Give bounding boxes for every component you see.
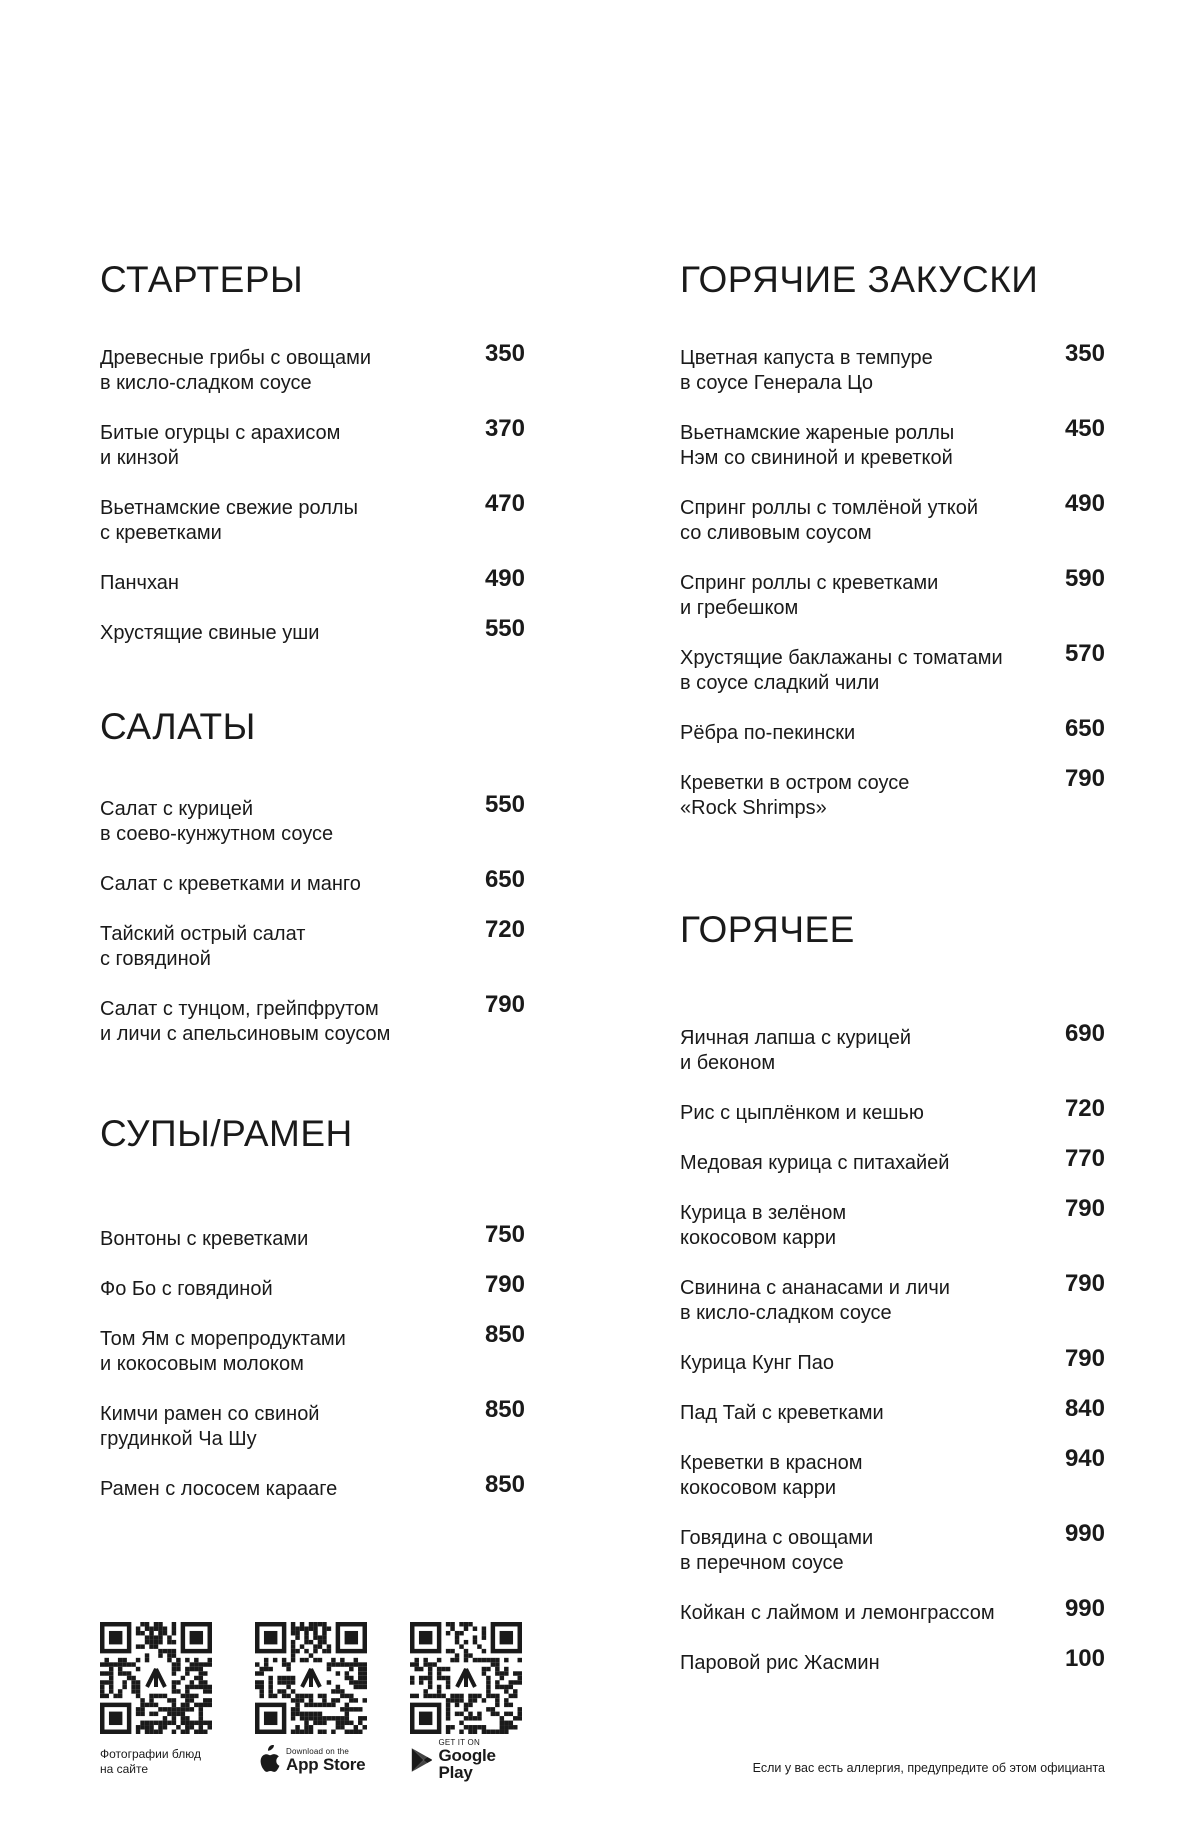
menu-item-price: 790 bbox=[1064, 765, 1105, 792]
menu-item bbox=[680, 565, 1105, 621]
menu-item-name: Салат с тунцом, грейпфрутом и личи с апельсиновым соусом bbox=[100, 998, 391, 1045]
menu-item-name: Фо Бо с говядиной bbox=[100, 1278, 273, 1300]
menu-item-price: 690 bbox=[1064, 1020, 1105, 1047]
section-hot-appetizers bbox=[680, 258, 1105, 819]
menu-item-price: 990 bbox=[1064, 1595, 1105, 1622]
apple-icon bbox=[255, 1745, 281, 1775]
store-small-label: Download on the bbox=[286, 1746, 350, 1756]
app-store-badge[interactable] bbox=[255, 1744, 370, 1776]
menu-item-name: Свинина с ананасами и личи в кисло-сладком соусе bbox=[680, 1277, 950, 1324]
qr-googleplay-block bbox=[410, 1622, 525, 1782]
menu-item bbox=[680, 1345, 1105, 1376]
menu-item bbox=[680, 1645, 1105, 1676]
menu-item bbox=[100, 1321, 525, 1377]
menu-item-price: 550 bbox=[484, 791, 525, 818]
menu-items bbox=[100, 1221, 525, 1527]
menu-item-price: 650 bbox=[484, 866, 525, 893]
menu-items bbox=[100, 791, 525, 1072]
store-small-label: GET IT ON bbox=[438, 1738, 480, 1747]
menu-item bbox=[680, 1595, 1105, 1626]
menu-item-name: Салат с курицей в соево-кунжутном соусе bbox=[100, 798, 334, 845]
menu-item bbox=[680, 765, 1105, 821]
menu-item-price: 790 bbox=[484, 991, 525, 1018]
menu-item bbox=[680, 490, 1105, 546]
menu-item-name: Медовая курица с питахайей bbox=[680, 1152, 950, 1174]
menu-item bbox=[100, 565, 525, 596]
menu-item-price: 490 bbox=[1064, 490, 1105, 517]
allergy-note: Если у вас есть аллергия, предупредите об этом официанта bbox=[752, 1761, 1105, 1775]
menu-item bbox=[680, 1445, 1105, 1501]
menu-item-name: Хрустящие баклажаны с томатами в соусе сладкий чили bbox=[680, 647, 1003, 694]
menu-item-name: Том Ям с морепродуктами и кокосовым молоком bbox=[100, 1328, 346, 1375]
menu-item bbox=[680, 1270, 1105, 1326]
menu-item bbox=[100, 866, 525, 897]
menu-item bbox=[100, 490, 525, 546]
menu-item-name: Вьетнамские свежие роллы с креветками bbox=[100, 497, 358, 544]
menu-item bbox=[100, 1471, 525, 1502]
menu-item-name: Салат с креветками и манго bbox=[100, 873, 361, 895]
menu-item-price: 370 bbox=[484, 415, 525, 442]
menu-item-price: 790 bbox=[1064, 1195, 1105, 1222]
qr-site-caption: Фотографии блюд на сайте bbox=[100, 1747, 201, 1776]
menu-item-price: 990 bbox=[1064, 1520, 1105, 1547]
menu-item bbox=[680, 1395, 1105, 1426]
section-title: ГОРЯЧИЕ ЗАКУСКИ bbox=[680, 259, 1039, 300]
section-salads bbox=[100, 705, 525, 1045]
menu-item-price: 840 bbox=[1064, 1395, 1105, 1422]
menu-item-price: 850 bbox=[484, 1396, 525, 1423]
qr-site-block bbox=[100, 1622, 215, 1777]
menu-item-price: 790 bbox=[484, 1271, 525, 1298]
menu-item bbox=[100, 916, 525, 972]
menu-item-name: Вьетнамские жареные роллы Нэм со свининой и креветкой bbox=[680, 422, 955, 469]
section-hot-dishes bbox=[680, 908, 1105, 1674]
menu-item bbox=[680, 640, 1105, 696]
menu-item bbox=[100, 991, 525, 1047]
menu-item bbox=[100, 791, 525, 847]
menu-item bbox=[680, 1145, 1105, 1176]
menu-item-price: 770 bbox=[1064, 1145, 1105, 1172]
qr-code-icon[interactable] bbox=[255, 1622, 367, 1734]
menu-item-price: 100 bbox=[1064, 1645, 1105, 1672]
menu-item bbox=[680, 340, 1105, 396]
menu-item-price: 590 bbox=[1064, 565, 1105, 592]
menu-item-price: 650 bbox=[1064, 715, 1105, 742]
menu-item-price: 790 bbox=[1064, 1270, 1105, 1297]
menu-item-name: Курица в зелёном кокосовом карри bbox=[680, 1202, 847, 1249]
section-soups bbox=[100, 1112, 525, 1500]
menu-item-price: 850 bbox=[484, 1471, 525, 1498]
menu-item-name: Паровой рис Жасмин bbox=[680, 1652, 880, 1674]
menu-item-name: Пад Тай с креветками bbox=[680, 1402, 884, 1424]
store-big-label: App Store bbox=[286, 1754, 366, 1774]
menu-item-name: Тайский острый салат с говядиной bbox=[100, 923, 306, 970]
menu-items bbox=[100, 340, 525, 671]
menu-item-price: 490 bbox=[484, 565, 525, 592]
menu-item-name: Креветки в красном кокосовом карри bbox=[680, 1452, 863, 1499]
menu-item bbox=[680, 415, 1105, 471]
menu-item-name: Рис с цыплёнком и кешью bbox=[680, 1102, 924, 1124]
menu-item-name: Койкан с лаймом и лемонграссом bbox=[680, 1602, 995, 1624]
menu-item-price: 940 bbox=[1064, 1445, 1105, 1472]
menu-items bbox=[680, 340, 1105, 846]
section-title: ГОРЯЧЕЕ bbox=[680, 909, 855, 950]
menu-item bbox=[100, 615, 525, 646]
menu-item-name: Курица Кунг Пао bbox=[680, 1352, 835, 1374]
menu-item bbox=[100, 415, 525, 471]
menu-item-price: 450 bbox=[1064, 415, 1105, 442]
menu-item-name: Древесные грибы с овощами в кисло-сладком соусе bbox=[100, 347, 372, 394]
google-play-icon bbox=[410, 1746, 433, 1774]
menu-item bbox=[100, 1396, 525, 1452]
menu-item-name: Вонтоны с креветками bbox=[100, 1228, 309, 1250]
section-title: СУПЫ/РАМЕН bbox=[100, 1113, 353, 1154]
menu-item bbox=[100, 1271, 525, 1302]
menu-item-price: 550 bbox=[484, 615, 525, 642]
section-starters bbox=[100, 258, 525, 644]
menu-item bbox=[680, 1020, 1105, 1076]
menu-items bbox=[680, 1020, 1105, 1701]
google-play-badge[interactable] bbox=[410, 1738, 525, 1782]
menu-item-name: Креветки в остром соусе «Rock Shrimps» bbox=[680, 772, 910, 819]
menu-item-name: Рёбра по-пекински bbox=[680, 722, 856, 744]
menu-item-price: 570 bbox=[1064, 640, 1105, 667]
menu-item-name: Рамен с лососем карааге bbox=[100, 1478, 338, 1500]
menu-item-price: 720 bbox=[484, 916, 525, 943]
menu-item-name: Битые огурцы с арахисом и кинзой bbox=[100, 422, 341, 469]
menu-item bbox=[680, 715, 1105, 746]
menu-item-price: 720 bbox=[1064, 1095, 1105, 1122]
menu-item-name: Говядина с овощами в перечном соусе bbox=[680, 1527, 874, 1574]
section-title: САЛАТЫ bbox=[100, 706, 256, 747]
menu-item-price: 470 bbox=[484, 490, 525, 517]
qr-code-icon[interactable] bbox=[100, 1622, 212, 1734]
qr-appstore-block bbox=[255, 1622, 370, 1776]
menu-item bbox=[680, 1520, 1105, 1576]
menu-item-price: 350 bbox=[1064, 340, 1105, 367]
menu-item bbox=[680, 1195, 1105, 1251]
qr-code-icon[interactable] bbox=[410, 1622, 522, 1734]
menu-item bbox=[100, 1221, 525, 1252]
menu-item-name: Панчхан bbox=[100, 572, 179, 594]
menu-item-name: Яичная лапша с курицей и беконом bbox=[680, 1027, 912, 1074]
menu-item-name: Хрустящие свиные уши bbox=[100, 622, 320, 644]
menu-item-price: 350 bbox=[484, 340, 525, 367]
menu-item-name: Спринг роллы с томлёной уткой со сливовым соусом bbox=[680, 497, 979, 544]
menu-item-name: Спринг роллы с креветками и гребешком bbox=[680, 572, 939, 619]
menu-item-price: 750 bbox=[484, 1221, 525, 1248]
section-title: СТАРТЕРЫ bbox=[100, 259, 304, 300]
menu-item bbox=[100, 340, 525, 396]
menu-item-price: 790 bbox=[1064, 1345, 1105, 1372]
store-big-label: Google Play bbox=[438, 1746, 496, 1782]
menu-item-name: Цветная капуста в темпуре в соусе Генерала Цо bbox=[680, 347, 933, 394]
menu-item-name: Кимчи рамен со свиной грудинкой Ча Шу bbox=[100, 1403, 320, 1450]
menu-item bbox=[680, 1095, 1105, 1126]
menu-item-price: 850 bbox=[484, 1321, 525, 1348]
